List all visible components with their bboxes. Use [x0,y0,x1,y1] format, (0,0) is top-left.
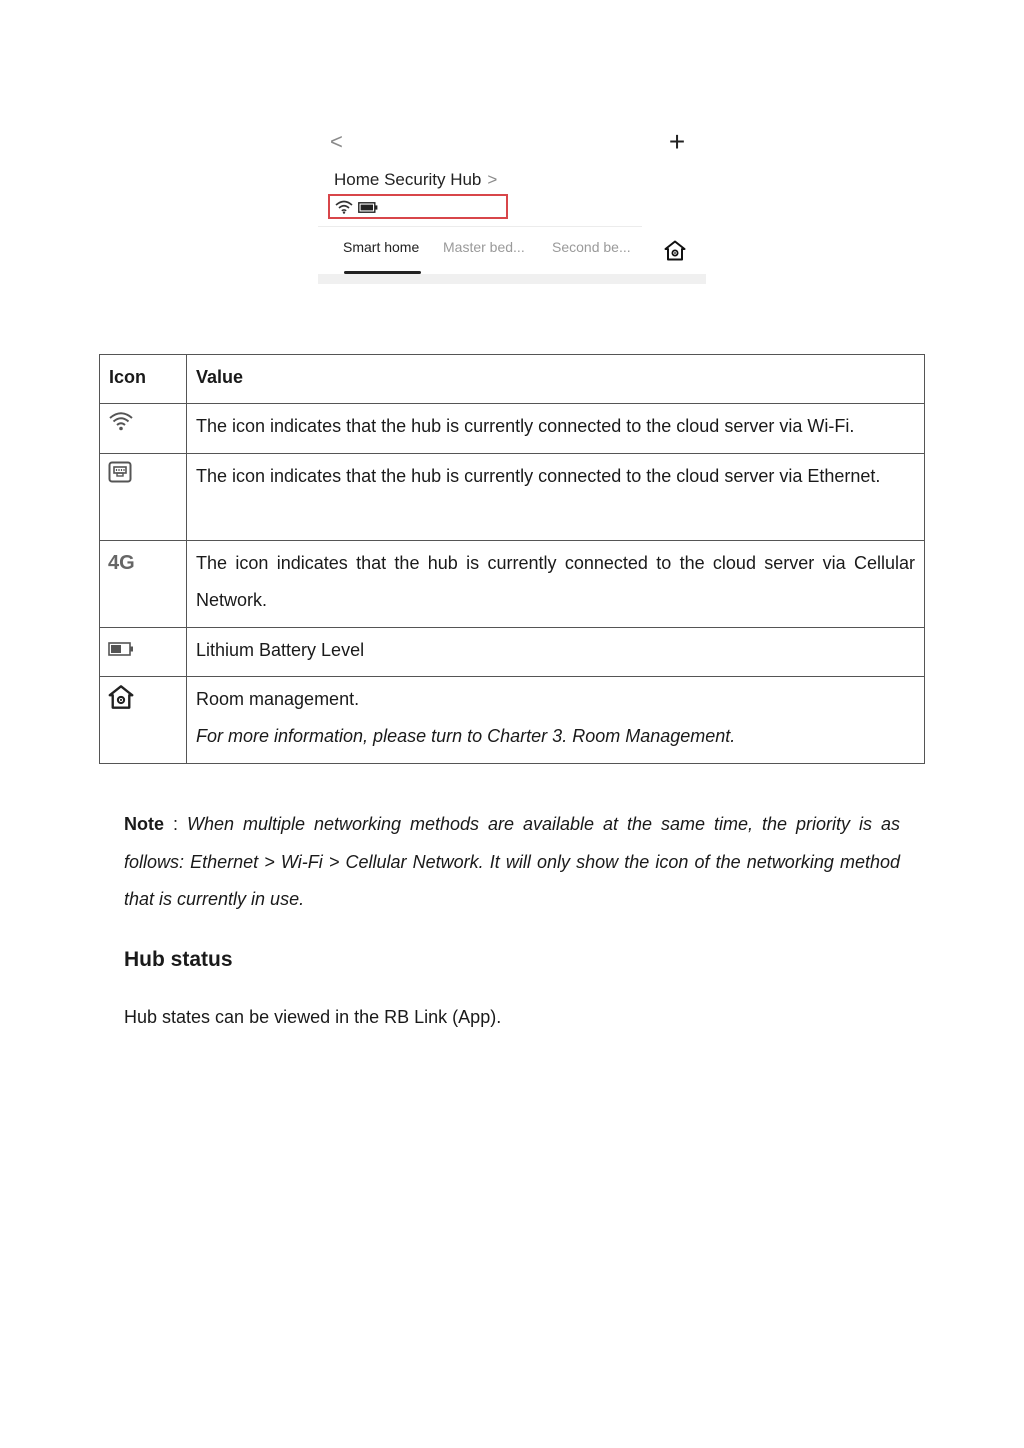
table-cell-icon [100,677,187,764]
chevron-right-icon: > [487,170,498,189]
section-heading: Hub status [124,948,233,971]
note-text: When multiple networking methods are available at the same time, the priority is as follows: Ethernet > Wi-Fi > Cellular Network. It will only show the icon of the networking method that is currently in use. [124,814,900,909]
tab-second-bedroom[interactable]: Second be... [552,239,631,255]
table-row [100,404,925,454]
table-row [100,628,925,677]
wifi-icon [108,410,134,432]
note-label: Note [124,814,164,834]
note-paragraph [124,806,900,919]
battery-icon [108,642,134,656]
room-management-label: Room management. [196,689,360,709]
reference-suffix: . Room Management. [562,726,736,746]
column-header-value: Value [187,355,925,404]
room-management-icon [108,684,134,710]
column-header-icon: Icon [100,355,187,404]
room-management-reference [196,718,915,755]
table-cell-icon [100,404,187,454]
table-cell-value: The icon indicates that the hub is currently connected to the cloud server via Wi-Fi. [187,404,925,454]
status-highlight-box [328,194,508,219]
table-header-row [100,355,925,404]
hub-title[interactable] [334,170,497,190]
table-cell-icon [100,454,187,541]
table-cell-value: The icon indicates that the hub is currently connected to the cloud server via Cellular Network. [187,541,925,628]
hub-title-label: Home Security Hub [334,170,482,189]
screenshot-bottom-bar [318,274,706,284]
icon-value-table [99,354,925,764]
app-screenshot [318,122,706,284]
table-cell-icon [100,628,187,677]
wifi-icon [335,200,353,214]
note-separator: : [164,814,187,834]
table-cell-value: Lithium Battery Level [187,628,925,677]
table-row [100,677,925,764]
tab-master-bedroom[interactable]: Master bed... [443,239,525,255]
4g-icon: 4G [108,552,135,574]
table-cell-value [187,677,925,764]
back-icon[interactable]: < [330,129,343,154]
table-cell-value: The icon indicates that the hub is currently connected to the cloud server via Ethernet. [187,454,925,541]
tab-smart-home[interactable]: Smart home [343,239,420,255]
add-icon[interactable]: + [668,126,686,157]
battery-icon [358,202,378,213]
table-row [100,454,925,541]
ethernet-icon [108,461,132,483]
reference-prefix: For more information, please turn to [196,726,488,746]
room-management-icon[interactable] [664,240,686,261]
table-row [100,541,925,628]
tabs-divider [318,226,642,227]
section-paragraph: Hub states can be viewed in the RB Link (App). [124,1007,502,1027]
table-cell-icon [100,541,187,628]
chapter-link[interactable]: Charter 3 [487,726,563,746]
